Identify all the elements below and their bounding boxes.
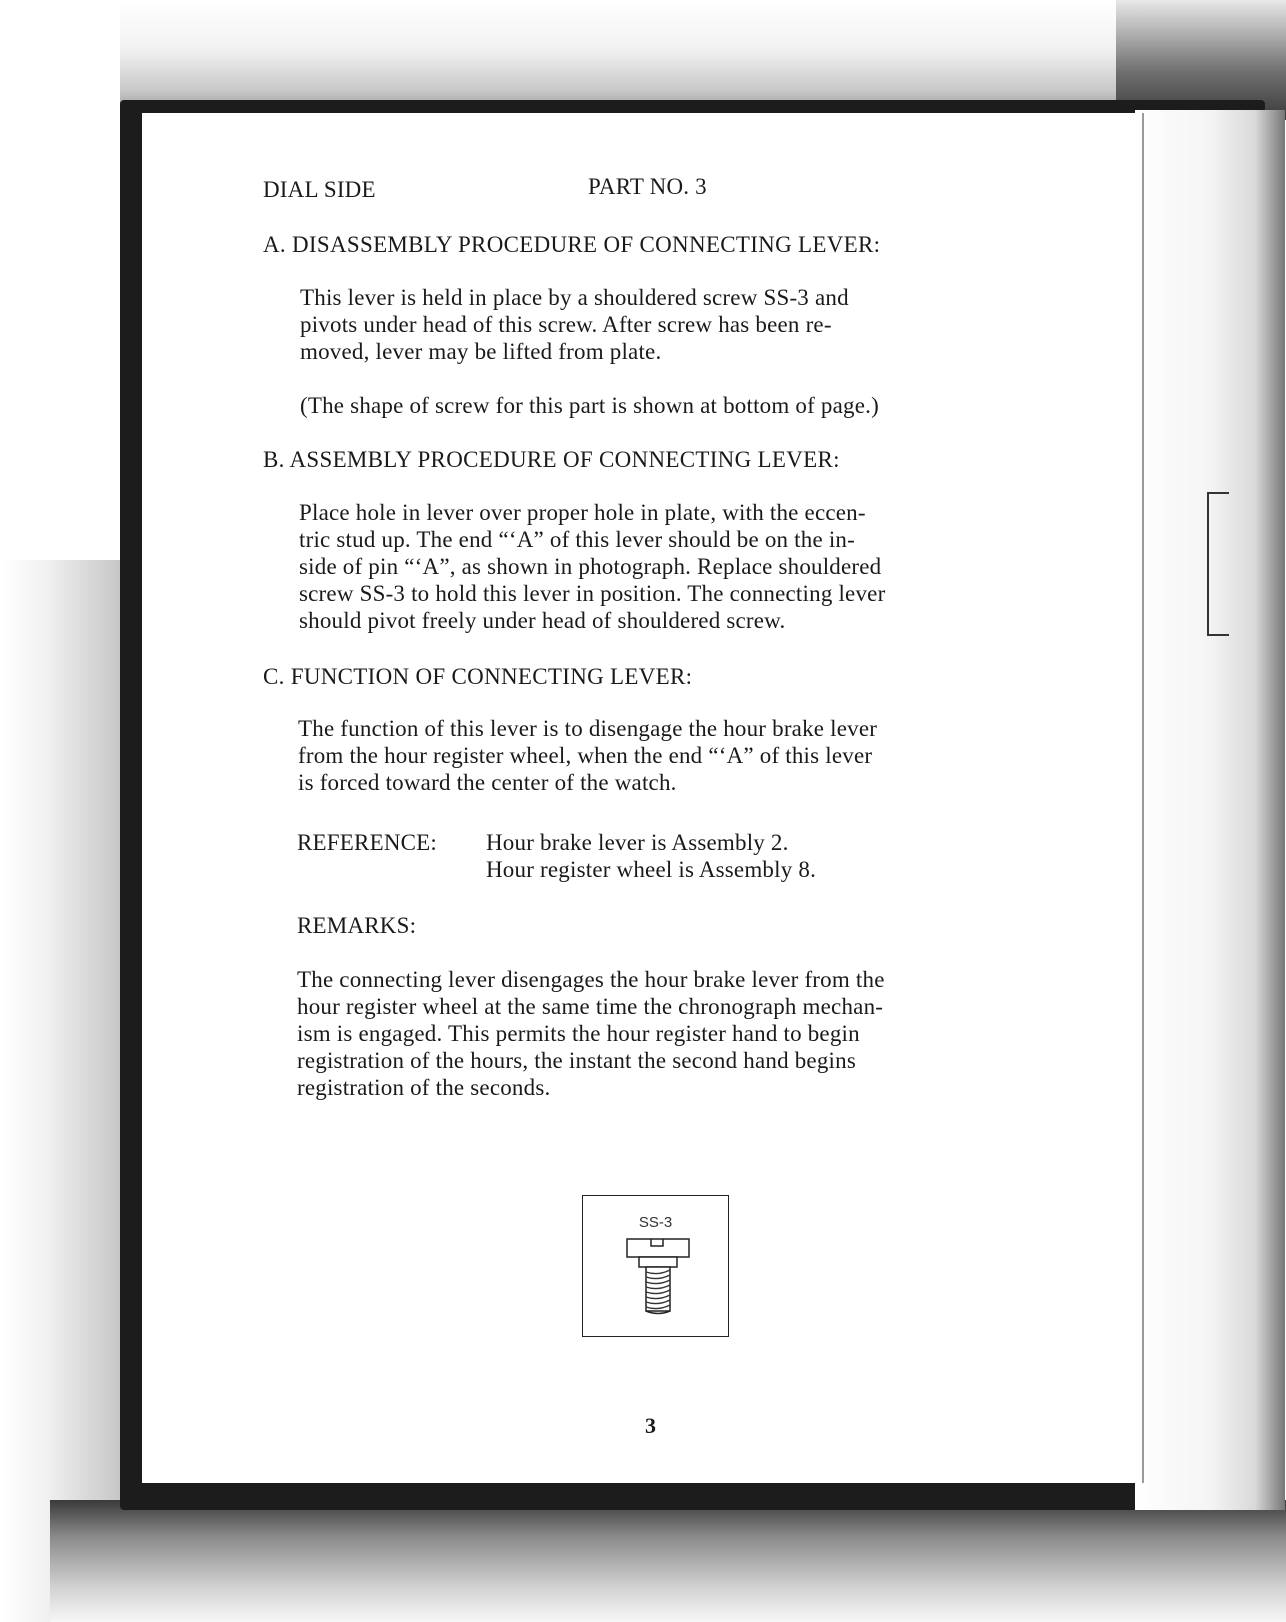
text-line: hour register wheel at the same time the chronograph mechan-: [297, 994, 884, 1019]
figure-label: SS-3: [638, 1214, 673, 1231]
scan-shadow-left: [0, 560, 120, 1622]
header-right: PART NO. 3: [588, 174, 707, 199]
section-c-heading: C. FUNCTION OF CONNECTING LEVER:: [263, 664, 693, 689]
text-line: This lever is held in place by a shouldered screw SS-3 and: [300, 285, 849, 310]
margin-bracket: [1207, 492, 1229, 636]
section-c-paragraph: [298, 715, 877, 796]
reference-list: [486, 829, 816, 883]
text-line: moved, lever may be lifted from plate.: [300, 339, 662, 364]
section-b-paragraph: [299, 499, 885, 634]
section-a-paragraph: [300, 284, 849, 365]
remarks-label: REMARKS:: [297, 913, 417, 938]
text-line: The function of this lever is to disengage the hour brake lever: [298, 716, 878, 741]
text-line: should pivot freely under head of shouldered screw.: [299, 608, 786, 633]
text-line: screw SS-3 to hold this lever in position. The connecting lever: [299, 581, 886, 606]
text-line: tric stud up. The end “‘A” of this lever should be on the in-: [299, 527, 855, 552]
reference-label: REFERENCE:: [297, 830, 438, 855]
text-line: registration of the seconds.: [297, 1075, 551, 1100]
shouldered-screw-icon: [583, 1196, 728, 1336]
book-page-edge: [1135, 110, 1285, 1510]
header-left: DIAL SIDE: [263, 177, 376, 202]
text-line: Place hole in lever over proper hole in plate, with the eccen-: [299, 500, 866, 525]
section-b-heading: B. ASSEMBLY PROCEDURE OF CONNECTING LEVER:: [263, 447, 840, 472]
text-line: pivots under head of this screw. After screw has been re-: [300, 312, 832, 337]
section-a-heading: A. DISASSEMBLY PROCEDURE OF CONNECTING LEVER:: [263, 232, 881, 257]
page-number: 3: [645, 1413, 656, 1438]
scan-shadow-bottom: [50, 1500, 1286, 1622]
section-a-note: (The shape of screw for this part is shown at bottom of page.): [300, 393, 879, 418]
text-line: from the hour register wheel, when the end “‘A” of this lever: [298, 743, 873, 768]
text-line: is forced toward the center of the watch.: [298, 770, 677, 795]
text-line: The connecting lever disengages the hour brake lever from the: [297, 967, 885, 992]
text-line: registration of the hours, the instant the second hand begins: [297, 1048, 856, 1073]
remarks-paragraph: [297, 966, 885, 1101]
reference-item: Hour register wheel is Assembly 8.: [486, 857, 817, 882]
screw-figure: [582, 1195, 729, 1337]
text-line: side of pin “‘A”, as shown in photograph. Replace shouldered: [299, 554, 882, 579]
text-line: ism is engaged. This permits the hour register hand to begin: [297, 1021, 860, 1046]
reference-item: Hour brake lever is Assembly 2.: [486, 830, 789, 855]
